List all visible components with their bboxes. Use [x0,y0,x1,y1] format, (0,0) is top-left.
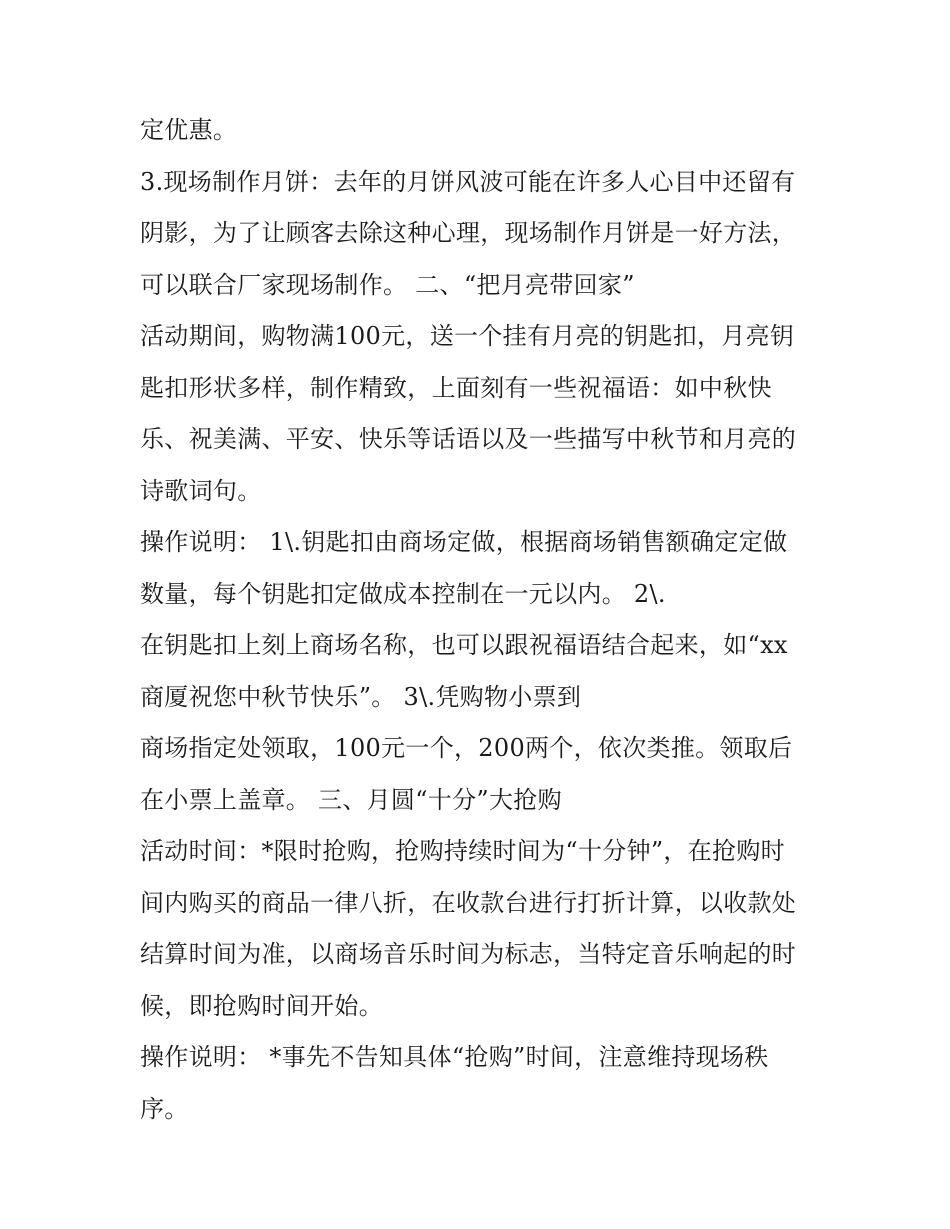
text-line: 操作说明： 1\.钥匙扣由商场定做，根据商场销售额确定定做 [140,528,788,556]
text-line: 乐、祝美满、平安、快乐等话语以及一些描写中秋节和月亮的 [140,425,797,453]
text-line: 序。 [140,1094,189,1123]
text-line: 活动期间，购物满100元，送一个挂有月亮的钥匙扣，月亮钥 [140,322,795,350]
text-line: 数量，每个钥匙扣定做成本控制在一元以内。 2\. [140,579,666,608]
text-line: 在钥匙扣上刻上商场名称，也可以跟祝福语结合起来，如“xx [140,631,788,659]
text-line: 在小票上盖章。 三、月圆“十分”大抢购 [140,785,562,814]
text-line: 诗歌词句。 [140,476,262,505]
text-line: 商厦祝您中秋节快乐”。 3\.凭购物小票到 [140,682,582,711]
text-line: 定优惠。 [140,116,238,144]
text-line: 3.现场制作月饼：去年的月饼风波可能在许多人心目中还留有 [140,167,796,196]
text-line: 可以联合厂家现场制作。 二、“把月亮带回家” [140,270,635,299]
text-line: 候，即抢购时间开始。 [140,991,383,1020]
text-line: 操作说明： *事先不告知具体“抢购”时间，注意维持现场秩 [140,1043,769,1071]
text-line: 间内购买的商品一律八折，在收款台进行打折计算，以收款处 [140,888,797,917]
text-line: 商场指定处领取，100元一个，200两个，依次类推。领取后 [140,734,793,762]
text-line: 匙扣形状多样，制作精致，上面刻有一些祝福语：如中秋快 [140,373,772,402]
text-line: 活动时间：*限时抢购，抢购持续时间为“十分钟”，在抢购时 [140,837,785,865]
document-body [140,105,840,1135]
text-line: 结算时间为准，以商场音乐时间为标志，当特定音乐响起的时 [140,940,797,968]
text-line: 阴影，为了让顾客去除这种心理，现场制作月饼是一好方法， [140,219,797,247]
